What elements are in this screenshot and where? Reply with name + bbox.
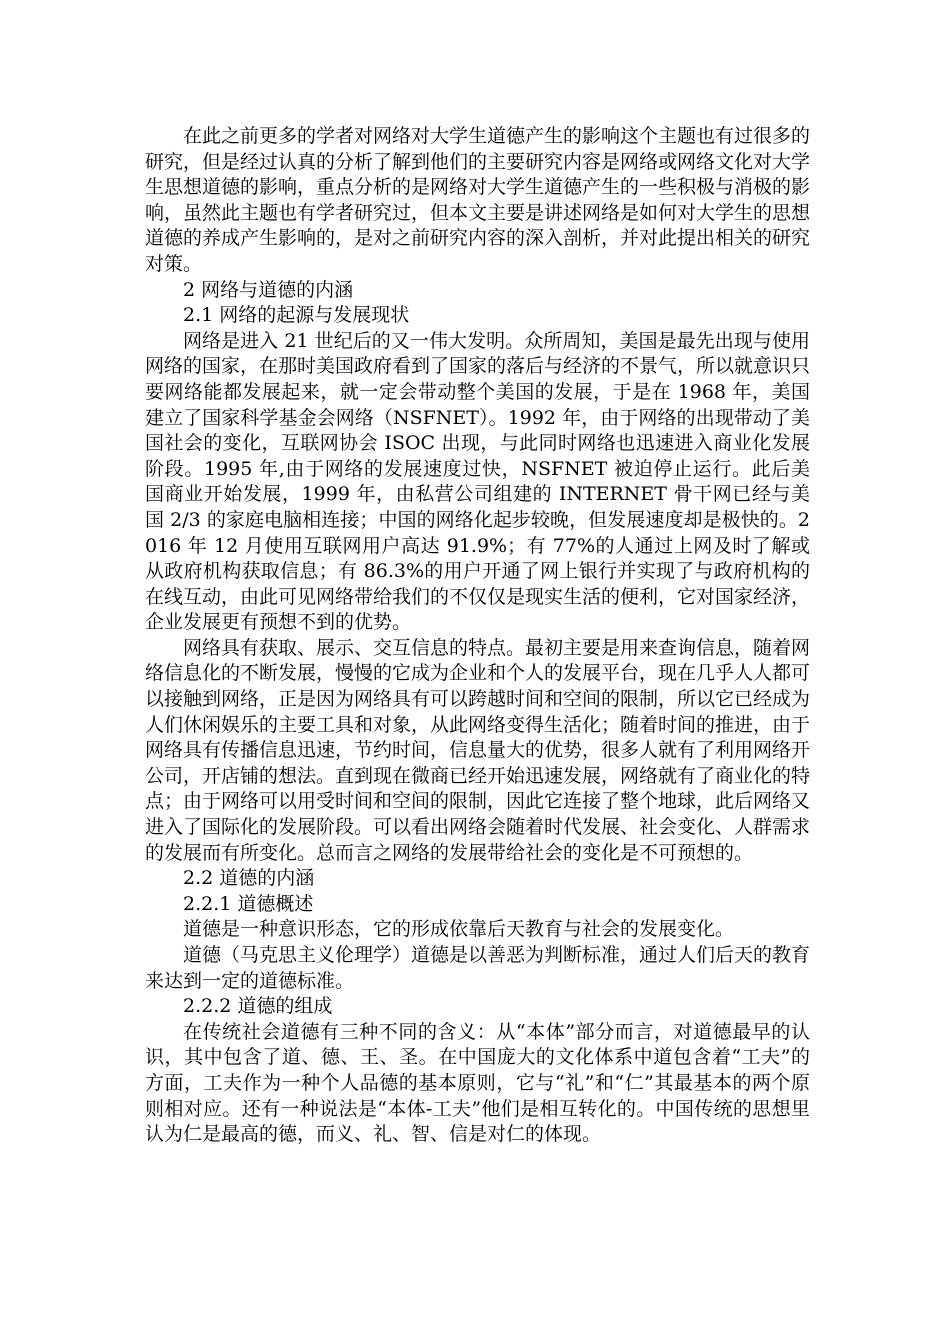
section-heading-2: 2 网络与道德的内涵 bbox=[183, 278, 354, 301]
section-heading-2-1: 2.1 网络的起源与发展现状 bbox=[183, 304, 410, 327]
paragraph-morality-definition: 道德是一种意识形态，它的形成依靠后天教育与社会的发展变化。 bbox=[183, 918, 735, 941]
document-page bbox=[145, 124, 810, 1148]
paragraph-network-origin: 网络是进入 21 世纪后的又一伟大发明。众所周知，美国是最先出现与使用网络的国家，在那时美国政府看到了国家的落后与经济的不景气，所以就意识只要网络能都发展起来，就一定会带动整个美国的发展，于是在 1968 年，美国建立了国家科学基金会网络（NSFNET）。1992 年，由于网络的出现带动了美国社会的变化，互联网协会 ISOC 出现，与此同时网络也迅速进入商业化发展阶段。1995 年,由于网络的发展速度过快，NSFNET 被迫停止运行。此后美国商业开始发展，1999 年，由私营公司组建的 INTERNET 骨干网已经与美国 2/3 的家庭电脑相连接；中国的网络化起步较晚，但发展速度却是极快的。2016 年 12 月使用互联网用户高达 91.9%；有 77%的人通过上网及时了解或从政府机构获取信息；有 86.3%的用户开通了网上银行并实现了与政府机构的在线互动，由此可见网络带给我们的不仅仅是现实生活的便利，它对国家经济，企业发展更有预想不到的优势。 bbox=[145, 329, 811, 634]
paragraph-intro: 在此之前更多的学者对网络对大学生道德产生的影响这个主题也有过很多的研究，但是经过认真的分析了解到他们的主要研究内容是网络或网络文化对大学生思想道德的影响，重点分析的是网络对大学生道德产生的一些积极与消极的影响，虽然此主题也有学者研究过，但本文主要是讲述网络是如何对大学生的思想道德的养成产生影响的，是对之前研究内容的深入剖析，并对此提出相关的研究对策。 bbox=[145, 125, 811, 275]
section-heading-2-2-1: 2.2.1 道德概述 bbox=[183, 892, 314, 915]
section-heading-2-2: 2.2 道德的内涵 bbox=[183, 867, 315, 890]
section-heading-2-2-2: 2.2.2 道德的组成 bbox=[183, 995, 333, 1018]
paragraph-morality-ethics: 道德（马克思主义伦理学）道德是以善恶为判断标准，通过人们后天的教育来达到一定的道德标准。 bbox=[145, 944, 811, 992]
paragraph-morality-composition: 在传统社会道德有三种不同的含义：从“本体”部分而言，对道德最早的认识，其中包含了道、德、王、圣。在中国庞大的文化体系中道包含着“工夫”的方面，工夫作为一种个人品德的基本原则，它与“礼”和“仁”其最基本的两个原则相对应。还有一种说法是“本体-工夫”他们是相互转化的。中国传统的思想里认为仁是最高的德，而义、礼、智、信是对仁的体现。 bbox=[145, 1020, 810, 1146]
paragraph-network-features: 网络具有获取、展示、交互信息的特点。最初主要是用来查询信息，随着网络信息化的不断发展，慢慢的它成为企业和个人的发展平台，现在几乎人人都可以接触到网络，正是因为网络具有可以跨越时间和空间的限制，所以它已经成为人们休闲娱乐的主要工具和对象，从此网络变得生活化；随着时间的推进，由于网络具有传播信息迅速，节约时间，信息量大的优势，很多人就有了利用网络开公司，开店铺的想法。直到现在微商已经开始迅速发展，网络就有了商业化的特点；由于网络可以用受时间和空间的限制，因此它连接了整个地球，此后网络又进入了国际化的发展阶段。可以看出网络会随着时代发展、社会变化、人群需求的发展而有所变化。总而言之网络的发展带给社会的变化是不可预想的。 bbox=[145, 636, 811, 864]
